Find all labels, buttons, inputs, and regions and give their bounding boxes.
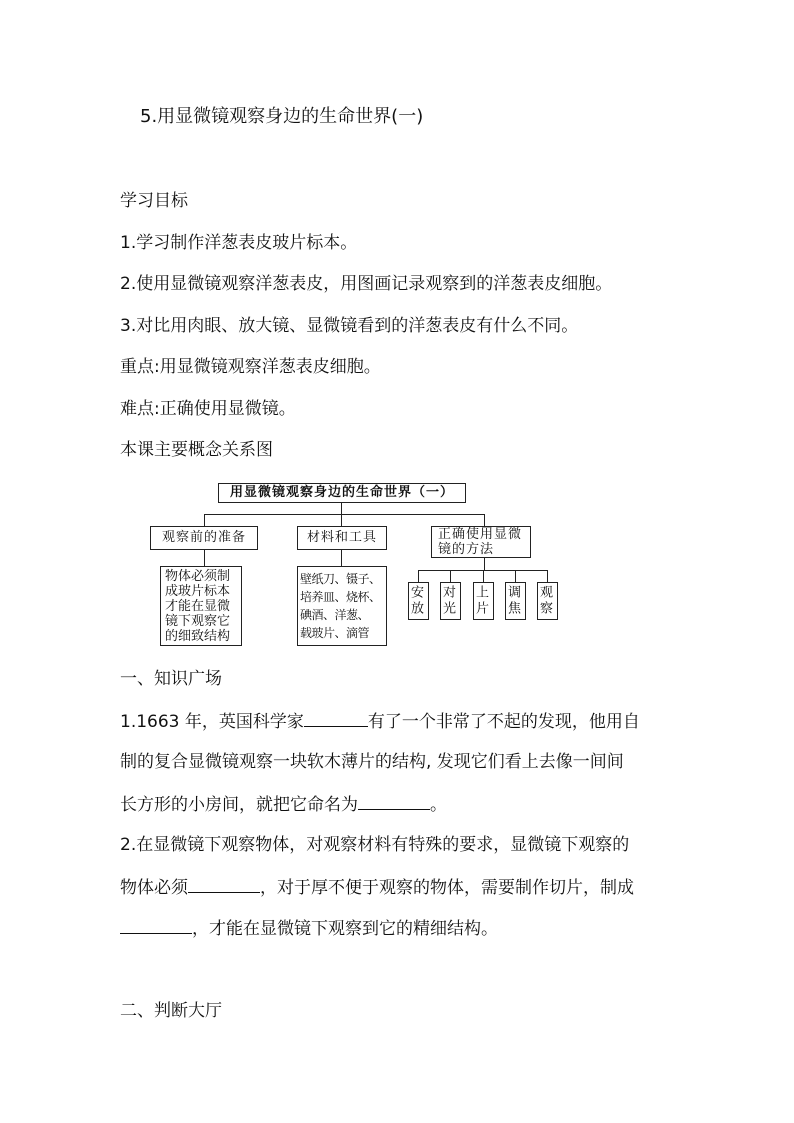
page-title: 5.用显微镜观察身边的生命世界(一) (140, 106, 424, 127)
question-text: 物体必须 (120, 878, 188, 898)
question-text: 1.1663 年，英国科学家 (120, 712, 304, 732)
preparation-detail (160, 566, 242, 646)
question-line (120, 710, 640, 733)
step-box: 上片 (473, 582, 494, 620)
detail-line: 镜下观察它 (165, 614, 231, 629)
answer-blank[interactable] (188, 876, 260, 893)
step-box: 对光 (440, 582, 461, 620)
detail-line: 载玻片、滴管 (300, 626, 370, 640)
section-heading: 二、判断大厅 (120, 1001, 222, 1021)
goals-heading: 学习目标 (120, 191, 188, 211)
connector-line (204, 514, 205, 526)
question-text: 。 (430, 795, 447, 815)
question-text: ，对于厚不便于观察的物体，需要制作切片，制成 (260, 878, 634, 898)
goal-item: 1.学习制作洋葱表皮玻片标本。 (120, 233, 358, 253)
connector-line (341, 550, 342, 566)
connector-line (515, 570, 516, 582)
question-line (120, 917, 498, 940)
difficult-point: 难点:正确使用显微镜。 (120, 399, 296, 419)
answer-blank[interactable] (304, 710, 368, 727)
detail-line: 培养皿、烧杯、 (300, 590, 381, 604)
branch-method: 正确使用显微镜的方法 (431, 526, 531, 558)
detail-line: 物体必须制 (165, 569, 231, 584)
connector-line (341, 514, 342, 526)
step-box: 调焦 (505, 582, 526, 620)
connector-line (341, 503, 342, 514)
key-point: 重点:用显微镜观察洋葱表皮细胞。 (120, 357, 381, 377)
step-box: 观察 (537, 582, 558, 620)
connector-line (547, 570, 548, 582)
detail-line: 碘酒、洋葱、 (300, 608, 370, 622)
branch-materials: 材料和工具 (297, 526, 387, 550)
concept-map-heading: 本课主要概念关系图 (120, 440, 273, 460)
question-line: 2.在显微镜下观察物体，对观察材料有特殊的要求，显微镜下观察的 (120, 835, 630, 855)
goal-item: 2.使用显微镜观察洋葱表皮，用图画记录观察到的洋葱表皮细胞。 (120, 274, 613, 294)
question-line (120, 876, 634, 899)
answer-blank[interactable] (120, 917, 192, 934)
concept-root: 用显微镜观察身边的生命世界（一） (218, 483, 466, 503)
materials-detail (297, 566, 387, 646)
detail-line: 壁纸刀、镊子、 (300, 572, 381, 586)
answer-blank[interactable] (358, 793, 430, 810)
connector-line (484, 558, 485, 570)
section-heading: 一、知识广场 (120, 669, 222, 689)
connector-line (418, 570, 419, 582)
connector-line (484, 514, 485, 526)
detail-line: 成玻片标本 (165, 584, 231, 599)
goal-item: 3.对比用肉眼、放大镜、显微镜看到的洋葱表皮有什么不同。 (120, 316, 579, 336)
question-line (120, 793, 447, 816)
question-line: 制的复合显微镜观察一块软木薄片的结构, 发现它们看上去像一间间 (120, 752, 624, 772)
branch-preparation: 观察前的准备 (150, 526, 258, 550)
question-text: ，才能在显微镜下观察到它的精细结构。 (192, 919, 498, 939)
question-text: 有了一个非常了不起的发现，他用自 (367, 712, 640, 732)
step-box: 安放 (408, 582, 429, 620)
connector-line (204, 550, 205, 566)
connector-line (450, 570, 451, 582)
detail-line: 才能在显微 (165, 599, 231, 614)
detail-line: 的细致结构 (165, 629, 231, 644)
connector-line (483, 570, 484, 582)
question-text: 长方形的小房间，就把它命名为 (120, 795, 358, 815)
connector-line (204, 514, 484, 515)
